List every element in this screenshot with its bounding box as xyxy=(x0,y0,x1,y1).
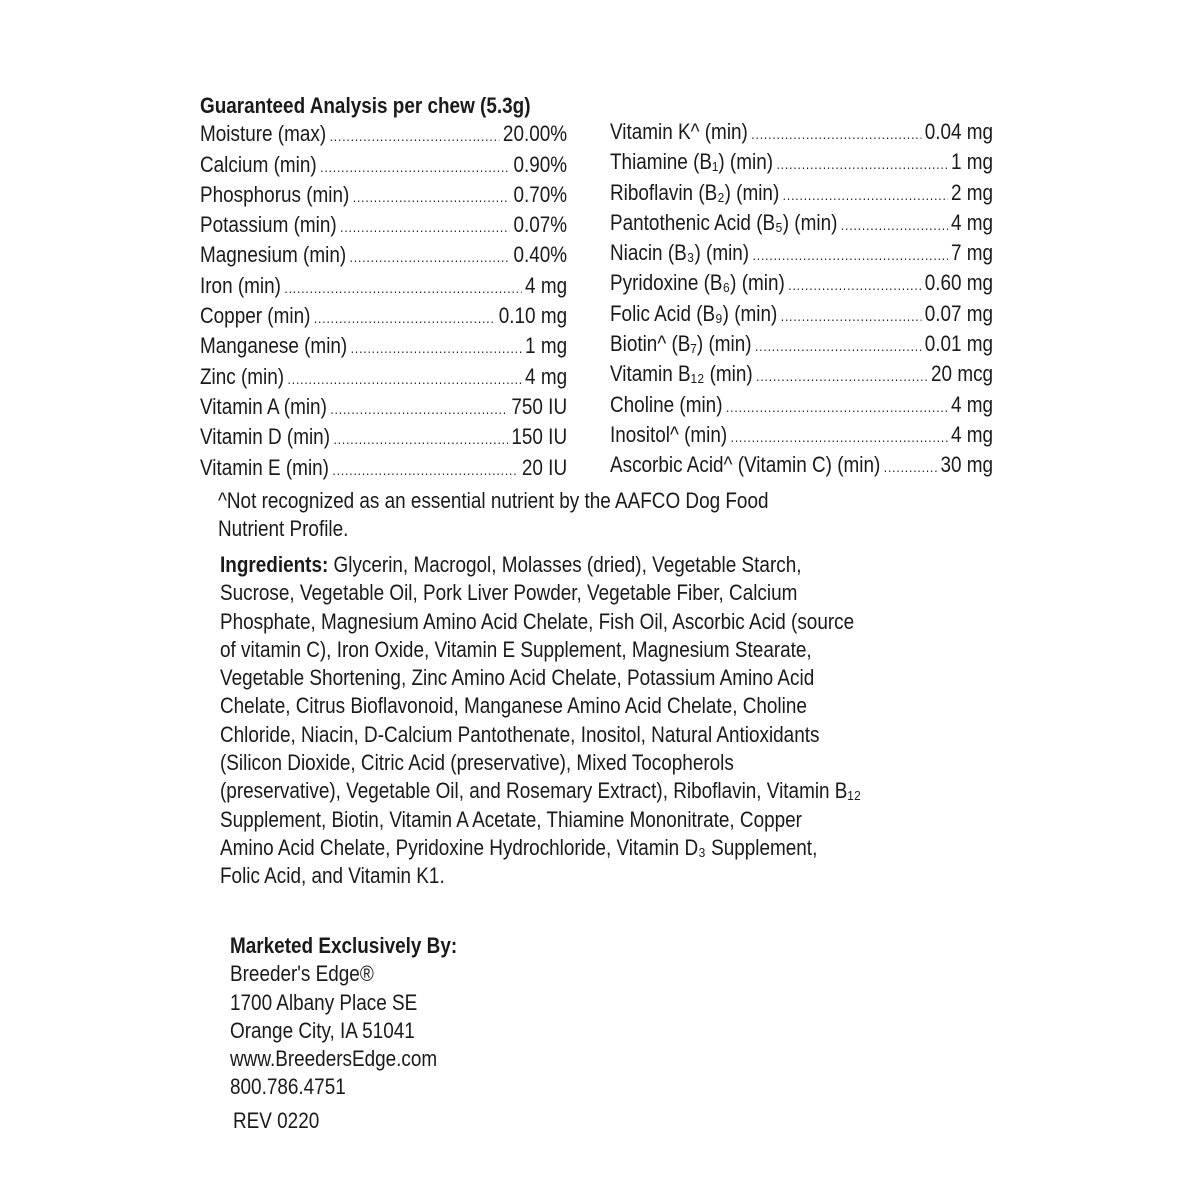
dot-leader xyxy=(330,120,500,150)
nutrient-value: 0.07% xyxy=(513,212,568,238)
nutrient-value: 150 IU xyxy=(511,424,568,450)
nutrient-label: Vitamin K^ (min) xyxy=(610,119,748,144)
nutrient-row xyxy=(610,179,993,209)
nutrient-label: Phosphorus (min) xyxy=(200,181,350,207)
nutrient-row xyxy=(610,330,993,360)
nutrient-label: Manganese (min) xyxy=(200,333,348,359)
ingredients-text: Supplement, Biotin, Vitamin A Acetate, Thiamine Mononitrate, Copper xyxy=(220,806,802,832)
revision-text: REV 0220 xyxy=(233,1108,320,1133)
dot-leader xyxy=(783,179,948,209)
dot-leader xyxy=(340,211,510,241)
ingredients-text: (Silicon Dioxide, Citric Acid (preservative), Mixed Tocopherols xyxy=(220,750,734,776)
nutrient-label: Copper (min) xyxy=(200,303,311,329)
nutrient-row xyxy=(610,239,993,269)
ingredients-section xyxy=(220,551,966,891)
marketer-heading: Marketed Exclusively By: xyxy=(230,933,458,958)
nutrient-row xyxy=(200,363,567,393)
ingredients-text: Sucrose, Vegetable Oil, Pork Liver Powder, Vegetable Fiber, Calcium xyxy=(220,580,798,606)
nutrient-row xyxy=(610,300,993,330)
footnote-line: Nutrient Profile. xyxy=(218,516,349,542)
nutrient-value: 0.07 mg xyxy=(924,300,994,326)
dot-leader xyxy=(884,451,937,481)
nutrient-label: Pyridoxine (B₆) (min) xyxy=(610,270,785,296)
nutrient-label: Zinc (min) xyxy=(200,363,285,389)
nutrient-value: 4 mg xyxy=(951,391,994,417)
nutrient-label: Thiamine (B₁) (min) xyxy=(610,149,774,175)
nutrient-label: Potassium (min) xyxy=(200,212,337,238)
nutrient-row xyxy=(610,421,993,451)
ingredients-text: Chloride, Niacin, D-Calcium Pantothenate, Inositol, Natural Antioxidants xyxy=(220,721,820,747)
analysis-left-column xyxy=(200,92,568,484)
ingredients-line xyxy=(220,579,861,607)
nutrient-label: Vitamin D (min) xyxy=(200,424,331,450)
nutrient-label: Ascorbic Acid^ (Vitamin C) (min) xyxy=(610,452,881,478)
marketer-line: Breeder's Edge® xyxy=(230,961,374,987)
nutrient-label: Riboflavin (B₂) (min) xyxy=(610,179,780,205)
nutrient-row xyxy=(200,423,567,453)
dot-leader xyxy=(755,330,921,360)
ingredients-text: of vitamin C), Iron Oxide, Vitamin E Supplement, Magnesium Stearate, xyxy=(220,636,812,662)
ingredients-text: Phosphate, Magnesium Amino Acid Chelate, Fish Oil, Ascorbic Acid (source xyxy=(220,608,855,634)
ingredients-line xyxy=(220,636,861,664)
ingredients-text: Glycerin, Macrogol, Molasses (dried), Vegetable Starch, xyxy=(328,552,802,577)
ingredients-text: Amino Acid Chelate, Pyridoxine Hydrochloride, Vitamin D₃ Supplement, xyxy=(220,834,818,860)
nutrient-value: 4 mg xyxy=(525,272,568,298)
nutrient-label: Magnesium (min) xyxy=(200,242,347,268)
dot-leader xyxy=(351,332,522,362)
dot-leader xyxy=(350,241,510,271)
dot-leader xyxy=(726,391,948,421)
nutrient-label: Vitamin B₁₂ (min) xyxy=(610,361,753,387)
nutrient-value: 0.60 mg xyxy=(924,270,994,296)
nutrient-value: 20 IU xyxy=(521,454,568,480)
nutrient-value: 4 mg xyxy=(525,363,568,389)
nutrient-value: 2 mg xyxy=(951,179,994,205)
nutrient-row xyxy=(610,118,993,148)
nutrient-row xyxy=(610,391,993,421)
marketer-section xyxy=(230,932,494,1102)
nutrient-value: 20.00% xyxy=(502,121,568,147)
nutrient-label: Biotin^ (B₇) (min) xyxy=(610,331,752,357)
analysis-right-column xyxy=(610,118,994,482)
dot-leader xyxy=(314,302,495,332)
nutrient-value: 0.70% xyxy=(513,181,568,207)
ingredients-line xyxy=(220,777,861,805)
nutrient-row xyxy=(610,451,993,481)
nutrient-value: 1 mg xyxy=(525,333,568,359)
nutrient-row xyxy=(200,272,567,302)
nutrient-row xyxy=(200,241,567,271)
ingredients-line xyxy=(220,721,861,749)
nutrient-label: Calcium (min) xyxy=(200,151,317,177)
nutrient-label: Choline (min) xyxy=(610,391,723,417)
marketer-line: 800.786.4751 xyxy=(230,1074,346,1100)
nutrient-row xyxy=(200,393,567,423)
nutrient-row xyxy=(610,209,993,239)
dot-leader xyxy=(333,423,507,453)
nutrient-row xyxy=(200,302,567,332)
nutrient-value: 0.40% xyxy=(513,242,568,268)
ingredients-heading: Ingredients: xyxy=(220,552,329,577)
ingredients-line xyxy=(220,664,861,692)
dot-leader xyxy=(353,181,510,211)
dot-leader xyxy=(753,239,948,269)
nutrient-label: Iron (min) xyxy=(200,272,281,298)
nutrient-value: 4 mg xyxy=(951,209,994,235)
dot-leader xyxy=(788,269,921,299)
nutrient-row xyxy=(200,332,567,362)
nutrient-value: 0.01 mg xyxy=(924,331,994,357)
ingredients-text: Vegetable Shortening, Zinc Amino Acid Chelate, Potassium Amino Acid xyxy=(220,665,815,691)
dot-leader xyxy=(284,272,521,302)
ingredients-text: Chelate, Citrus Bioflavonoid, Manganese Amino Acid Chelate, Choline xyxy=(220,693,807,719)
ingredients-line xyxy=(220,608,861,636)
ingredients-text: (preservative), Vegetable Oil, and Rosemary Extract), Riboflavin, Vitamin B₁₂ xyxy=(220,778,862,804)
ingredients-text: Folic Acid, and Vitamin K1. xyxy=(220,863,445,889)
nutrient-value: 4 mg xyxy=(951,421,994,447)
ingredients-line xyxy=(220,862,861,890)
nutrient-value: 30 mg xyxy=(940,452,994,478)
ingredients-line xyxy=(220,749,861,777)
aafco-footnote xyxy=(218,487,858,544)
dot-leader xyxy=(776,148,947,178)
nutrient-value: 20 mcg xyxy=(931,361,994,387)
dot-leader xyxy=(841,209,948,239)
nutrient-value: 0.90% xyxy=(513,151,568,177)
marketer-line: Orange City, IA 51041 xyxy=(230,1017,415,1043)
nutrient-label: Vitamin E (min) xyxy=(200,454,329,480)
nutrient-value: 0.04 mg xyxy=(924,119,994,144)
dot-leader xyxy=(756,360,927,390)
nutrient-label: Vitamin A (min) xyxy=(200,393,327,419)
dot-leader xyxy=(751,118,921,148)
marketer-line: 1700 Albany Place SE xyxy=(230,989,418,1015)
nutrient-row xyxy=(200,454,567,484)
dot-leader xyxy=(781,300,922,330)
ingredients-line xyxy=(220,806,861,834)
footnote-line: ^Not recognized as an essential nutrient by the AAFCO Dog Food xyxy=(218,488,769,513)
nutrient-row xyxy=(200,151,567,181)
ingredients-line xyxy=(220,551,861,579)
dot-leader xyxy=(332,454,518,484)
ingredients-line xyxy=(220,692,861,720)
nutrient-row xyxy=(610,360,993,390)
nutrient-label: Moisture (max) xyxy=(200,121,327,147)
nutrient-value: 0.10 mg xyxy=(498,303,568,329)
nutrient-row xyxy=(610,148,993,178)
nutrient-row xyxy=(200,181,567,211)
nutrient-label: Folic Acid (B₉) (min) xyxy=(610,300,778,326)
analysis-title: Guaranteed Analysis per chew (5.3g) xyxy=(200,93,531,118)
dot-leader xyxy=(320,151,510,181)
nutrient-label: Niacin (B₃) (min) xyxy=(610,240,750,266)
nutrient-label: Pantothenic Acid (B₅) (min) xyxy=(610,209,838,235)
ingredients-line xyxy=(220,834,861,862)
dot-leader xyxy=(288,363,522,393)
nutrient-value: 7 mg xyxy=(951,240,994,266)
revision-code xyxy=(233,1107,333,1135)
nutrient-row xyxy=(610,269,993,299)
nutrient-row xyxy=(200,120,567,150)
nutrient-value: 750 IU xyxy=(511,393,568,419)
nutrient-row xyxy=(200,211,567,241)
nutrient-value: 1 mg xyxy=(951,149,994,175)
dot-leader xyxy=(330,393,508,423)
marketer-line: www.BreedersEdge.com xyxy=(230,1046,438,1072)
nutrient-label: Inositol^ (min) xyxy=(610,421,728,447)
dot-leader xyxy=(731,421,948,451)
